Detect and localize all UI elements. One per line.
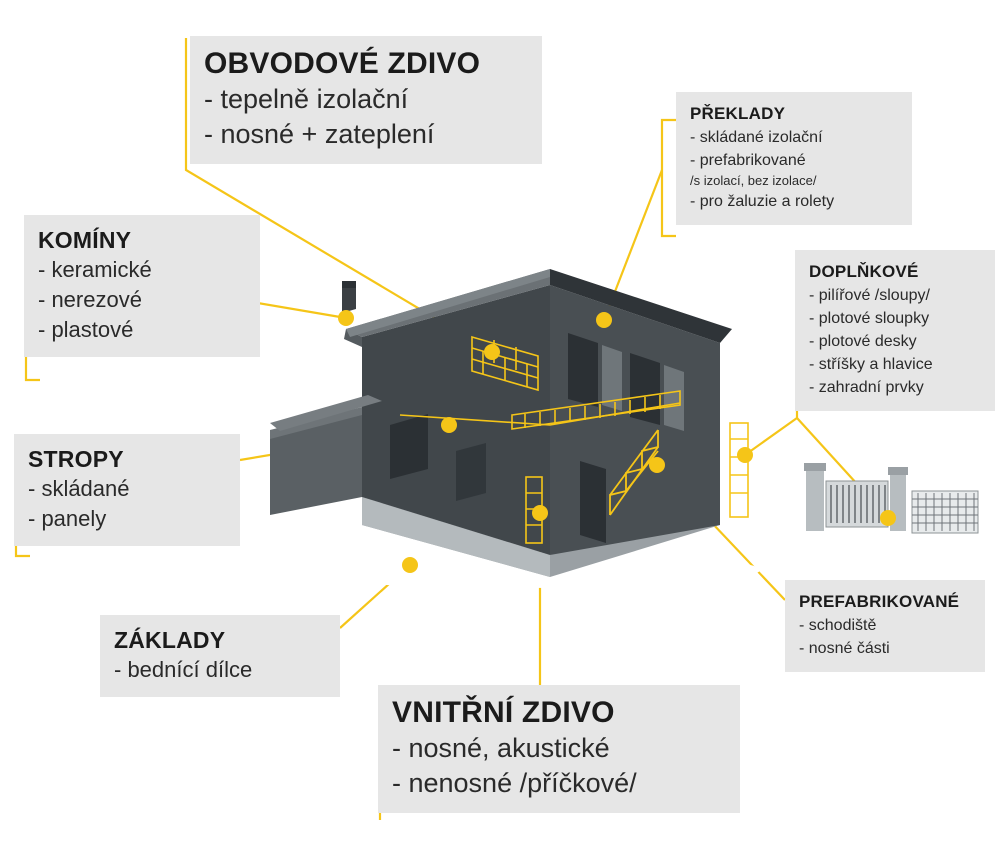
callout-stropy[interactable] [14,434,240,546]
callout-obvodove-zdivo[interactable] [190,36,542,164]
marker-obvodove-zdivo[interactable] [484,344,500,360]
callout-preklady[interactable] [676,92,912,225]
callout-kominy[interactable] [24,215,260,357]
marker-kominy[interactable] [338,310,354,326]
marker-prefab-schodiste[interactable] [649,457,665,473]
callout-line: - nosné části [799,640,890,657]
callout-title: OBVODOVÉ ZDIVO [204,47,481,80]
callout-line: - nenosné /příčkové/ [392,768,637,798]
callout-line: - nosné, akustické [392,733,610,763]
house-illustration [250,225,770,595]
callout-line: - zahradní prvky [809,379,924,396]
callout-line: - plotové sloupky [809,310,930,327]
callout-subnote: /s izolací, bez izolace/ [690,173,817,188]
callout-line: - pilířové /sloupy/ [809,287,930,304]
callout-line: - bednící dílce [114,657,253,682]
marker-zaklady[interactable] [402,557,418,573]
callout-title: ZÁKLADY [114,627,226,653]
callout-line: - schodiště [799,617,877,634]
callout-doplnkove[interactable] [795,250,995,411]
marker-stropy[interactable] [441,417,457,433]
callout-line: - stříšky a hlavice [809,356,933,373]
callout-line: - panely [28,506,107,531]
callout-vnitrni-zdivo[interactable] [378,685,740,813]
marker-preklady[interactable] [596,312,612,328]
callout-line: - skládané [28,476,130,501]
callout-title: STROPY [28,446,124,472]
callout-line: - pro žaluzie a rolety [690,193,835,210]
marker-doplnkove-pilir[interactable] [737,447,753,463]
callout-title: VNITŘNÍ ZDIVO [392,696,615,729]
callout-zaklady[interactable] [100,615,340,697]
callout-line: - plotové desky [809,333,917,350]
callout-line: - skládané izolační [690,129,823,146]
callout-prefabrikovane[interactable] [785,580,985,672]
marker-vnitrni-zdivo[interactable] [532,505,548,521]
callout-line: - nerezové [38,287,142,312]
fence-illustration [800,455,990,555]
callout-line: - tepelně izolační [204,84,409,114]
callout-title: KOMÍNY [38,227,132,253]
callout-title: PŘEKLADY [690,104,786,123]
callout-title: DOPLŇKOVÉ [809,262,919,281]
marker-doplnkove-plot[interactable] [880,510,896,526]
callout-line: - keramické [38,257,152,282]
callout-line: - prefabrikované [690,152,806,169]
callout-line: - plastové [38,317,134,342]
callout-title: PREFABRIKOVANÉ [799,592,960,611]
callout-line: - nosné + zateplení [204,119,435,149]
